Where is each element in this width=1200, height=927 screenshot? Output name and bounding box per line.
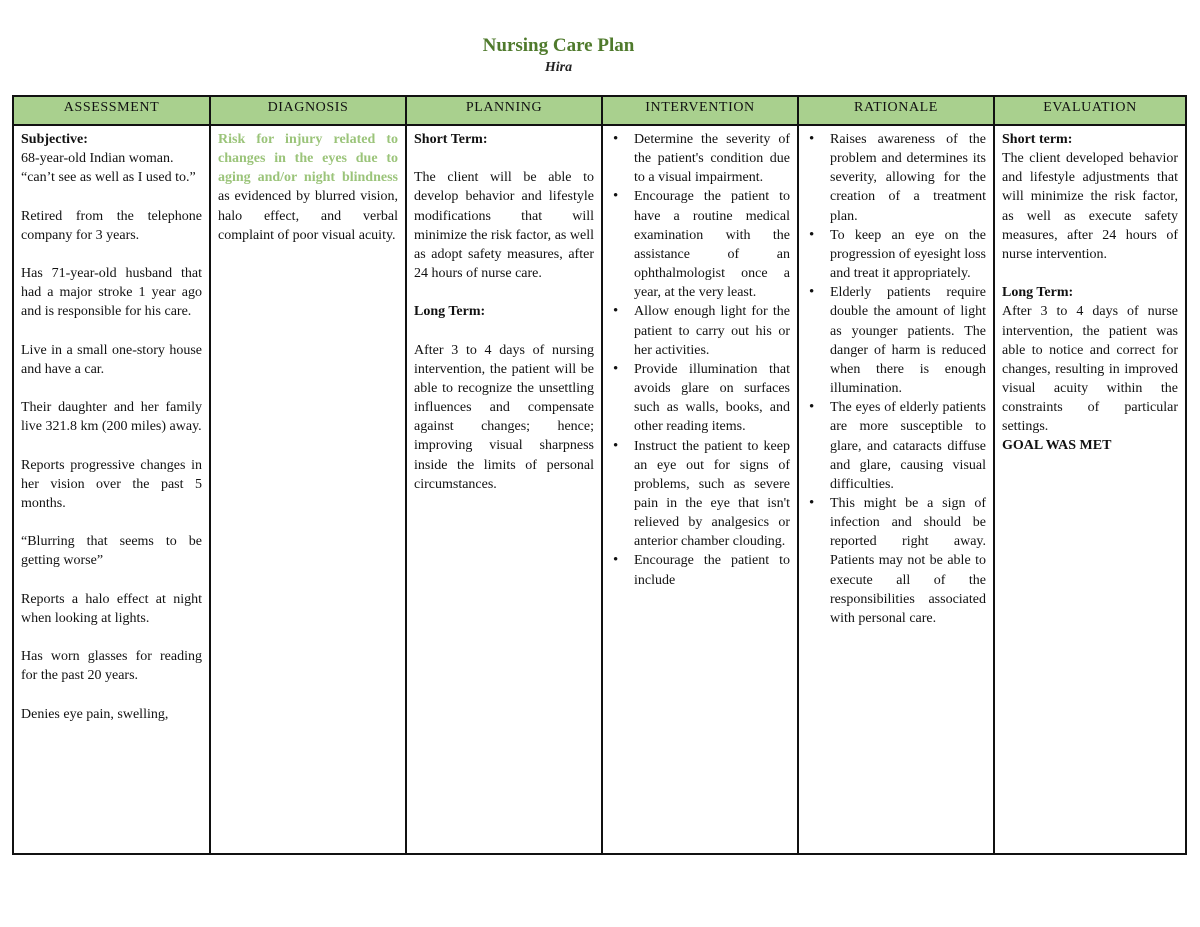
intervention-header: [603, 97, 797, 126]
subjective-label: Subjective:: [21, 132, 88, 147]
eval-short-term-label: Short term:: [1002, 132, 1073, 147]
assessment-line: Retired from the telephone company for 3 years.: [21, 208, 202, 243]
rationale-item: • The eyes of elderly patients are more susceptible to glare, and cataracts diffuse and glare, causing visual difficulties.: [806, 398, 986, 494]
rationale-header: [799, 97, 993, 126]
intervention-item: • Allow enough light for the patient to carry out his or her activities.: [610, 302, 790, 359]
diagnosis-column: [209, 97, 405, 853]
rationale-header-label: RATIONALE: [854, 100, 938, 115]
assessment-line: Their daughter and her family live 321.8 km (200 miles) away.: [21, 400, 202, 435]
intervention-item: • Provide illumination that avoids glare on surfaces such as walls, books, and other reading items.: [610, 360, 790, 437]
assessment-line: Reports progressive changes in her vision over the past 5 months.: [21, 457, 202, 511]
evaluation-body: [995, 128, 1185, 853]
intervention-body: [603, 128, 797, 853]
intervention-item: • Determine the severity of the patient's condition due to a visual impairment.: [610, 130, 790, 187]
care-plan-table: [12, 95, 1187, 855]
intervention-list: [610, 130, 790, 590]
rationale-column: [797, 97, 993, 853]
diagnosis-header: [211, 97, 405, 126]
intervention-item: • Encourage the patient to include: [610, 551, 790, 589]
assessment-body: [14, 128, 209, 853]
short-term-goal: The client will be able to develop behavior and lifestyle modifications that will minimize the risk factor, as well as adopt safety measures, after 24 hours of nurse care.: [414, 170, 594, 282]
rationale-body: [799, 128, 993, 853]
planning-body: [407, 128, 601, 853]
assessment-line: 68-year-old Indian woman.: [21, 151, 174, 167]
planning-header: [407, 97, 601, 126]
short-term-label: Short Term:: [414, 132, 488, 147]
intervention-column: [601, 97, 797, 853]
assessment-line: Denies eye pain, swelling,: [21, 706, 169, 722]
nursing-diagnosis: Risk for injury related to changes in the eyes due to aging and/or night blindness: [218, 132, 398, 186]
document-subtitle: Hira: [544, 60, 573, 75]
assessment-header-label: ASSESSMENT: [63, 100, 160, 115]
assessment-line: “Blurring that seems to be getting worse”: [21, 534, 202, 569]
rationale-item: • Raises awareness of the problem and determines its severity, allowing for the creation of a treatment plan.: [806, 130, 986, 226]
eval-long-term-label: Long Term:: [1002, 285, 1074, 301]
rationale-list: [806, 130, 986, 628]
evaluation-header: [995, 97, 1185, 126]
intervention-header-label: INTERVENTION: [645, 100, 755, 115]
assessment-header: [14, 97, 209, 126]
rationale-item: • To keep an eye on the progression of eyesight loss and treat it appropriately.: [806, 226, 986, 283]
assessment-line: Live in a small one-story house and have a car.: [21, 342, 202, 377]
assessment-line: “can’t see as well as I used to.”: [21, 170, 196, 186]
assessment-line: Has worn glasses for reading for the past 20 years.: [21, 649, 202, 684]
document-title: Nursing Care Plan: [482, 35, 635, 56]
assessment-line: Has 71-year-old husband that had a major stroke 1 year ago and is responsible for his care.: [21, 266, 202, 320]
eval-short-term-text: The client developed behavior and lifestyle adjustments that will minimize the risk factor, as well as execute safety measures, after 24 hours of nurse intervention.: [1002, 151, 1178, 262]
long-term-goal: After 3 to 4 days of nursing intervention, the patient will be able to recognize the unsettling influences and compensate against changes; hence; improving visual sharpness inside the limits of personal circumstances.: [414, 342, 594, 492]
diagnosis-evidence: as evidenced by blurred vision, halo effect, and verbal complaint of poor visual acuity.: [218, 189, 398, 243]
planning-column: [405, 97, 601, 853]
diagnosis-body: [211, 128, 405, 853]
diagnosis-header-label: DIAGNOSIS: [267, 100, 349, 115]
planning-header-label: PLANNING: [465, 100, 543, 115]
evaluation-header-label: EVALUATION: [1043, 100, 1137, 115]
rationale-item: • This might be a sign of infection and should be reported right away. Patients may not be able to execute all of the responsibilities associated with personal care.: [806, 494, 986, 628]
intervention-item: • Instruct the patient to keep an eye out for signs of problems, such as severe pain in the eye that isn't relieved by analgesics or anterior chamber clouding.: [610, 437, 790, 552]
long-term-label: Long Term:: [414, 304, 486, 320]
assessment-line: Reports a halo effect at night when looking at lights.: [21, 591, 202, 626]
assessment-column: [14, 97, 209, 853]
intervention-item: • Encourage the patient to have a routine medical examination with the assistance of an ophthalmologist once a year, at the very least.: [610, 187, 790, 302]
rationale-item: • Elderly patients require double the amount of light as younger patients. The danger of harm is reduced when there is enough illumination.: [806, 283, 986, 398]
evaluation-column: [993, 97, 1185, 853]
goal-status: GOAL WAS MET: [1002, 438, 1112, 454]
eval-long-term-text: After 3 to 4 days of nurse intervention, the patient was able to notice and correct for changes, resulting in improved visual acuity within the constraints of particular settings.: [1002, 304, 1178, 435]
